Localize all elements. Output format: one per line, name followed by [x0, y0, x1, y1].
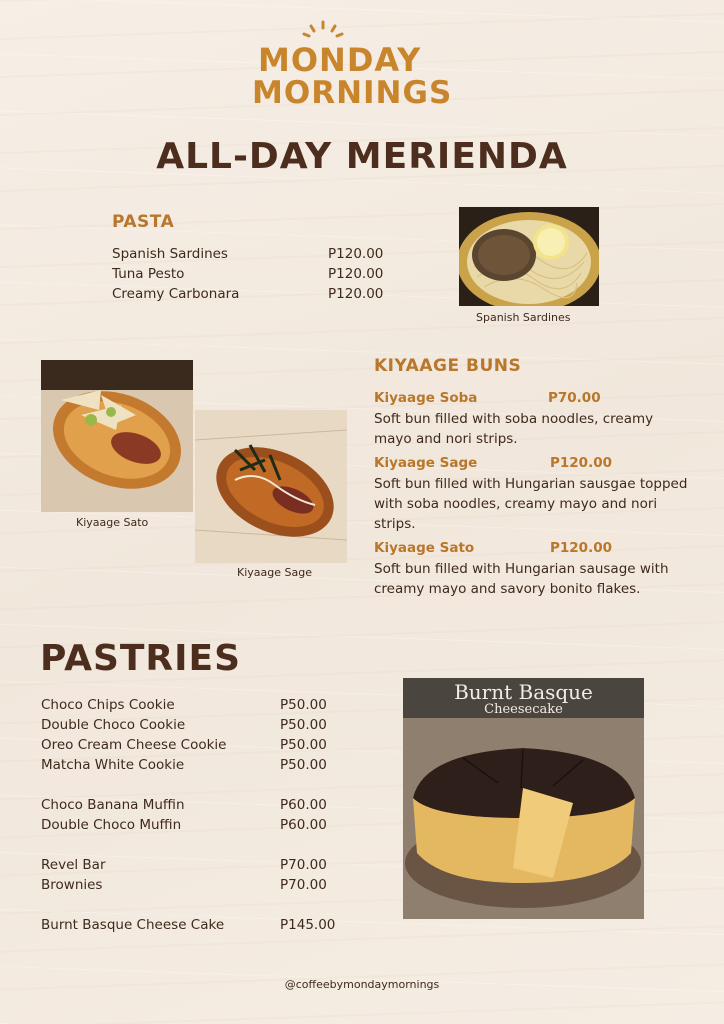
- pastry-item-name: Burnt Basque Cheese Cake: [41, 917, 225, 933]
- burnt-basque-photo-title: Burnt Basque: [454, 680, 593, 704]
- bun-item-name: Kiyaage Sato: [374, 540, 475, 556]
- bun-item-description: Soft bun filled with soba noodles, creamy mayo and nori strips.: [374, 411, 654, 447]
- pastries-heading: PASTRIES: [40, 638, 242, 679]
- pastry-item-name: Double Choco Muffin: [41, 817, 182, 833]
- pasta-item-name: Creamy Carbonara: [112, 286, 240, 302]
- kiyaage-sato-photo: [41, 360, 193, 512]
- pastry-item-name: Oreo Cream Cheese Cookie: [41, 737, 227, 753]
- pastry-item-name: Revel Bar: [41, 857, 106, 873]
- bun-item-price: P70.00: [548, 390, 601, 406]
- bun-item-price: P120.00: [550, 540, 612, 556]
- social-handle: @coffeebymondaymornings: [284, 978, 440, 991]
- burnt-basque-photo: [403, 678, 644, 919]
- bun-item-name: Kiyaage Sage: [374, 455, 478, 471]
- page-title: ALL-DAY MERIENDA: [156, 136, 568, 177]
- pasta-heading: PASTA: [112, 212, 175, 232]
- pastry-item-price: P70.00: [280, 857, 327, 873]
- kiyaage-buns-heading: KIYAAGE BUNS: [374, 356, 522, 376]
- spanish-sardines-photo: [459, 207, 599, 306]
- bun-item-description: Soft bun filled with Hungarian sausgae topped with soba noodles, creamy mayo and nori strips.: [374, 476, 688, 532]
- pastry-item-price: P60.00: [280, 817, 327, 833]
- pastry-item-price: P50.00: [280, 757, 327, 773]
- bun-item-price: P120.00: [550, 455, 612, 471]
- burnt-basque-photo-subtitle: Cheesecake: [484, 702, 563, 717]
- pasta-item-name: Tuna Pesto: [112, 266, 185, 282]
- kiyaage-sato-caption: Kiyaage Sato: [76, 516, 149, 529]
- pastry-item-price: P145.00: [280, 917, 336, 933]
- pastry-item-name: Brownies: [41, 877, 103, 893]
- pastry-item-name: Matcha White Cookie: [41, 757, 185, 773]
- kiyaage-sage-caption: Kiyaage Sage: [237, 566, 312, 579]
- pasta-item-price: P120.00: [328, 286, 384, 302]
- pasta-item-price: P120.00: [328, 246, 384, 262]
- pastry-item-price: P70.00: [280, 877, 327, 893]
- brand-logo-line1: MONDAY: [258, 41, 422, 79]
- pasta-item-price: P120.00: [328, 266, 384, 282]
- pastry-item-name: Choco Chips Cookie: [41, 697, 175, 713]
- pasta-item-name: Spanish Sardines: [112, 246, 228, 262]
- pastry-item-name: Choco Banana Muffin: [41, 797, 185, 813]
- brand-logo-line2: MORNINGS: [252, 75, 453, 111]
- spanish-sardines-caption: Spanish Sardines: [476, 311, 571, 324]
- bun-item-description: Soft bun filled with Hungarian sausage with creamy mayo and savory bonito flakes.: [374, 561, 669, 597]
- pastry-item-price: P60.00: [280, 797, 327, 813]
- kiyaage-sage-photo: [195, 410, 347, 563]
- pastry-item-price: P50.00: [280, 697, 327, 713]
- pastry-item-name: Double Choco Cookie: [41, 717, 186, 733]
- pastry-item-price: P50.00: [280, 737, 327, 753]
- pastry-item-price: P50.00: [280, 717, 327, 733]
- bun-item-name: Kiyaage Soba: [374, 390, 478, 406]
